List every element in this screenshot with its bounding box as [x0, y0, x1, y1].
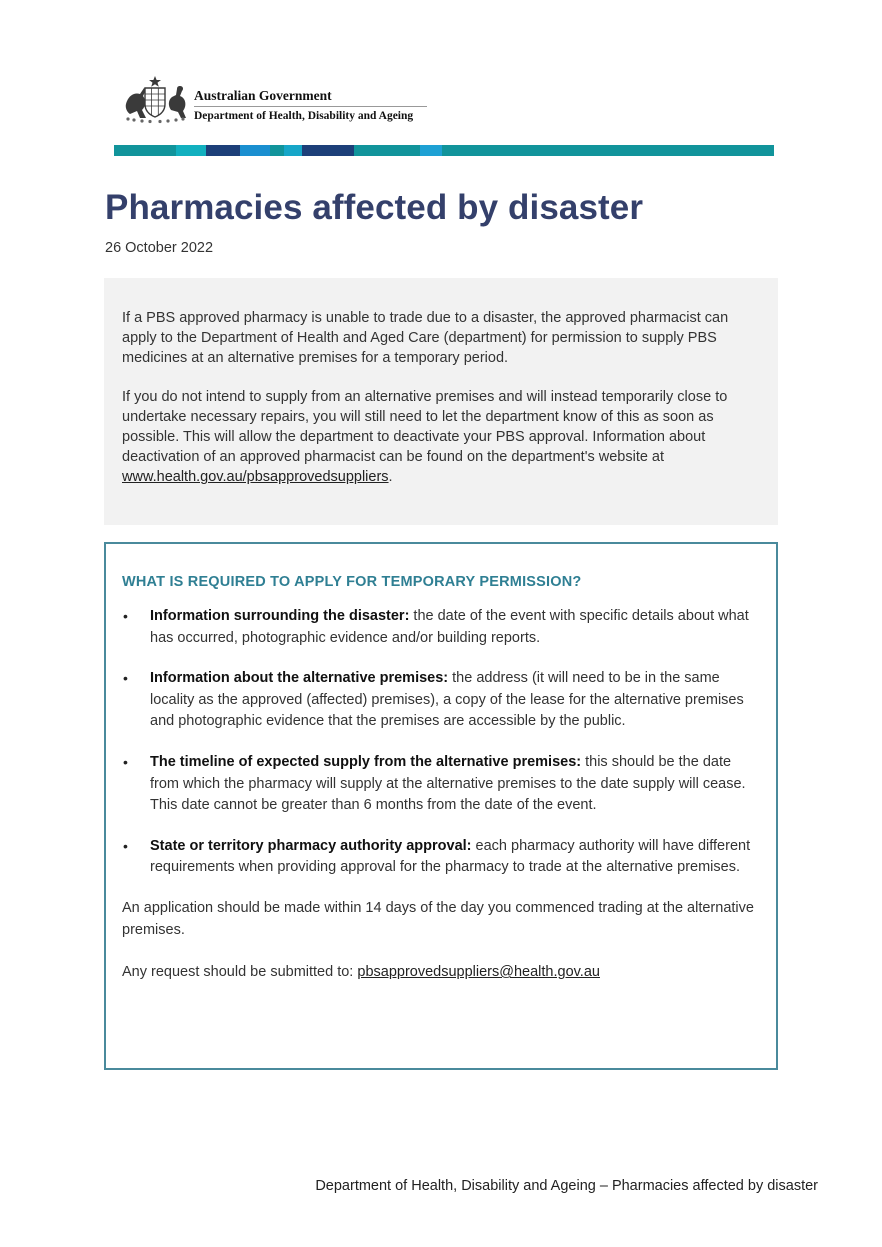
stripe-segment	[302, 145, 354, 156]
item-text: each pharmacy authority will have different requirements when providing approval for the pharmacy to trade at the alternative premises.	[150, 837, 751, 876]
submission-text: Any request should be submitted to:	[122, 964, 358, 981]
stripe-segment	[420, 145, 442, 156]
stripe-segment	[176, 145, 206, 156]
stripe-segment	[114, 145, 176, 156]
commonwealth-coat-of-arms-icon	[120, 74, 190, 124]
intro-paragraph-2-text: If you do not intend to supply from an alternative premises and will instead temporarily close to undertake necessary repairs, you will still need to let the department know of this as soon as possible. This will allow the department to deactivate your PBS approval. Information about deactivation of an approved pharmacist can be found on the department's website at	[122, 388, 728, 466]
intro-paragraph-1: If a PBS approved pharmacy is unable to trade due to a disaster, the approved pharmacist can apply to the Department of Health and Aged Care (department) for permission to supply PBS medicines at an alternative premises for a temporary period.	[122, 310, 729, 367]
department-name: Department of Health, Disability and Ageing	[194, 110, 414, 122]
stripe-segment	[240, 145, 270, 156]
requirements-list	[122, 606, 760, 879]
stripe-segment	[206, 145, 240, 156]
requirements-heading: WHAT IS REQUIRED TO APPLY FOR TEMPORARY PERMISSION?	[122, 574, 582, 590]
list-item	[122, 836, 760, 879]
submission-email-link[interactable]: pbsapprovedsuppliers@health.gov.au	[357, 964, 600, 981]
stripe-segment	[284, 145, 302, 156]
pbs-suppliers-link[interactable]: www.health.gov.au/pbsapprovedsuppliers	[122, 469, 389, 486]
brand-stripe	[114, 145, 774, 156]
page-footer: Department of Health, Disability and Ageing – Pharmacies affected by disaster	[315, 1178, 818, 1194]
intro-paragraph-2-end: .	[388, 469, 393, 486]
item-text: this should be the date from which the pharmacy will supply at the alternative premises to the date supply will cease. This date cannot be greater than 6 months from the date of the event.	[150, 753, 746, 814]
list-item	[122, 752, 760, 817]
intro-box	[104, 278, 778, 525]
header-rule	[194, 106, 427, 107]
list-item	[122, 606, 760, 649]
application-timing: An application should be made within 14 days of the day you commenced trading at the alternative premises.	[122, 899, 754, 938]
item-lead: Information surrounding the disaster:	[150, 608, 410, 624]
bullet: •	[123, 753, 128, 770]
bullet: •	[123, 670, 128, 687]
government-name: Australian Government	[194, 88, 332, 103]
bullet: •	[123, 608, 128, 624]
bullet: •	[123, 837, 128, 854]
stripe-segment	[354, 145, 420, 156]
stripe-segment	[270, 145, 284, 156]
publication-date: 26 October 2022	[105, 240, 214, 256]
item-lead: State or territory pharmacy authority approval:	[150, 837, 472, 854]
submission-line	[122, 962, 760, 984]
item-text: the date of the event with specific details about what has occurred, photographic evidence and/or building reports.	[150, 608, 749, 646]
intro-paragraph-2	[122, 387, 760, 488]
stripe-segment	[442, 145, 774, 156]
requirements-box	[104, 542, 778, 1070]
page-title: Pharmacies affected by disaster	[105, 188, 644, 227]
item-lead: The timeline of expected supply from the alternative premises:	[150, 753, 582, 770]
list-item	[122, 668, 760, 733]
item-lead: Information about the alternative premises:	[150, 670, 449, 687]
item-text: the address (it will need to be in the same locality as the approved (affected) premises), a copy of the lease for the alternative premises and photographic evidence that the premises are accessible by the public.	[150, 670, 744, 730]
